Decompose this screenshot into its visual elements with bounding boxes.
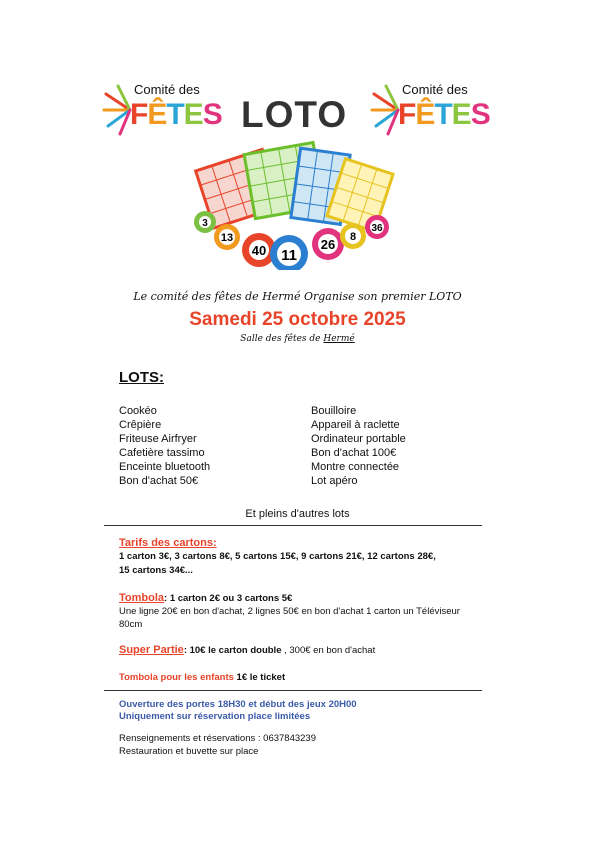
lot-item: Bon d'achat 50€ (119, 475, 199, 487)
lot-item: Enceinte bluetooth (119, 461, 211, 473)
tombola-heading: Tombola (119, 592, 165, 604)
contact-line: Renseignements et réservations : 0637843239 (119, 733, 316, 744)
lots-left-column (119, 404, 210, 488)
opening-line: Ouverture des portes 18H30 et début des jeux 20H00 (119, 699, 357, 710)
svg-text:13: 13 (220, 232, 234, 244)
opening-info (119, 699, 357, 722)
divider (104, 525, 482, 526)
tombola-line: 80cm (119, 619, 143, 630)
lot-item: Appareil à raclette (311, 419, 400, 431)
venue: Salle des fêtes de Hermé (240, 334, 355, 344)
tarifs-heading: Tarifs des cartons: (119, 537, 217, 549)
loto-cards-illustration (185, 140, 400, 270)
loto-ball-8 (340, 223, 366, 249)
svg-text:11: 11 (281, 247, 297, 264)
loto-ball-26 (312, 228, 344, 260)
logo-word: FÊTES (130, 98, 222, 131)
svg-text:26: 26 (320, 237, 336, 252)
divider (104, 690, 482, 691)
tombola-line: Une ligne 20€ en bon d'achat, 2 lignes 50€ en bon d'achat 1 carton un Téléviseur (119, 606, 460, 617)
tarifs-section (119, 537, 436, 576)
lots-heading: LOTS: (119, 369, 164, 386)
tombola-enfants: Tombola pour les enfants 1€ le ticket (119, 672, 286, 683)
lot-item: Bouilloire (311, 405, 357, 417)
tagline: Le comité des fêtes de Hermé Organise son premier LOTO (133, 290, 462, 303)
event-date: Samedi 25 octobre 2025 (189, 309, 406, 330)
tombola-section (119, 592, 460, 630)
lot-item: Cafetière tassimo (119, 447, 205, 459)
logo-word: FÊTES (398, 98, 490, 131)
loto-ball-3 (194, 211, 216, 233)
tombola-price: : 1 carton 2€ ou 3 cartons 5€ (164, 593, 293, 604)
tarifs-line: 15 cartons 34€... (119, 565, 193, 576)
lot-item: Friteuse Airfryer (119, 433, 197, 445)
logo-top-text: Comité des (134, 82, 200, 97)
svg-text:8: 8 (349, 231, 357, 243)
logo-top-text: Comité des (402, 82, 468, 97)
lots-right-column (311, 404, 406, 488)
lot-item: Ordinateur portable (311, 433, 406, 445)
reservation-line: Uniquement sur réservation place limitées (119, 711, 311, 722)
lot-item: Crêpière (119, 419, 162, 431)
contact-info (119, 733, 316, 757)
svg-text:40: 40 (251, 243, 267, 258)
other-lots-note: Et pleins d'autres lots (245, 508, 350, 520)
loto-ball-11 (270, 235, 308, 270)
svg-text:3: 3 (202, 218, 208, 229)
loto-ball-13 (214, 224, 240, 250)
lot-item: Montre connectée (311, 461, 400, 473)
lot-item: Cookéo (119, 405, 157, 417)
page-title: LOTO (241, 94, 348, 135)
loto-ball-36 (365, 215, 389, 239)
lot-item: Bon d'achat 100€ (311, 447, 397, 459)
tarifs-line: 1 carton 3€, 3 cartons 8€, 5 cartons 15€, 9 cartons 21€, 12 cartons 28€, (119, 551, 436, 562)
contact-line: Restauration et buvette sur place (119, 746, 259, 757)
svg-text:36: 36 (371, 223, 383, 234)
super-partie: Super Partie: 10€ le carton double , 300€ en bon d'achat (119, 644, 376, 656)
lot-item: Lot apéro (311, 475, 358, 487)
